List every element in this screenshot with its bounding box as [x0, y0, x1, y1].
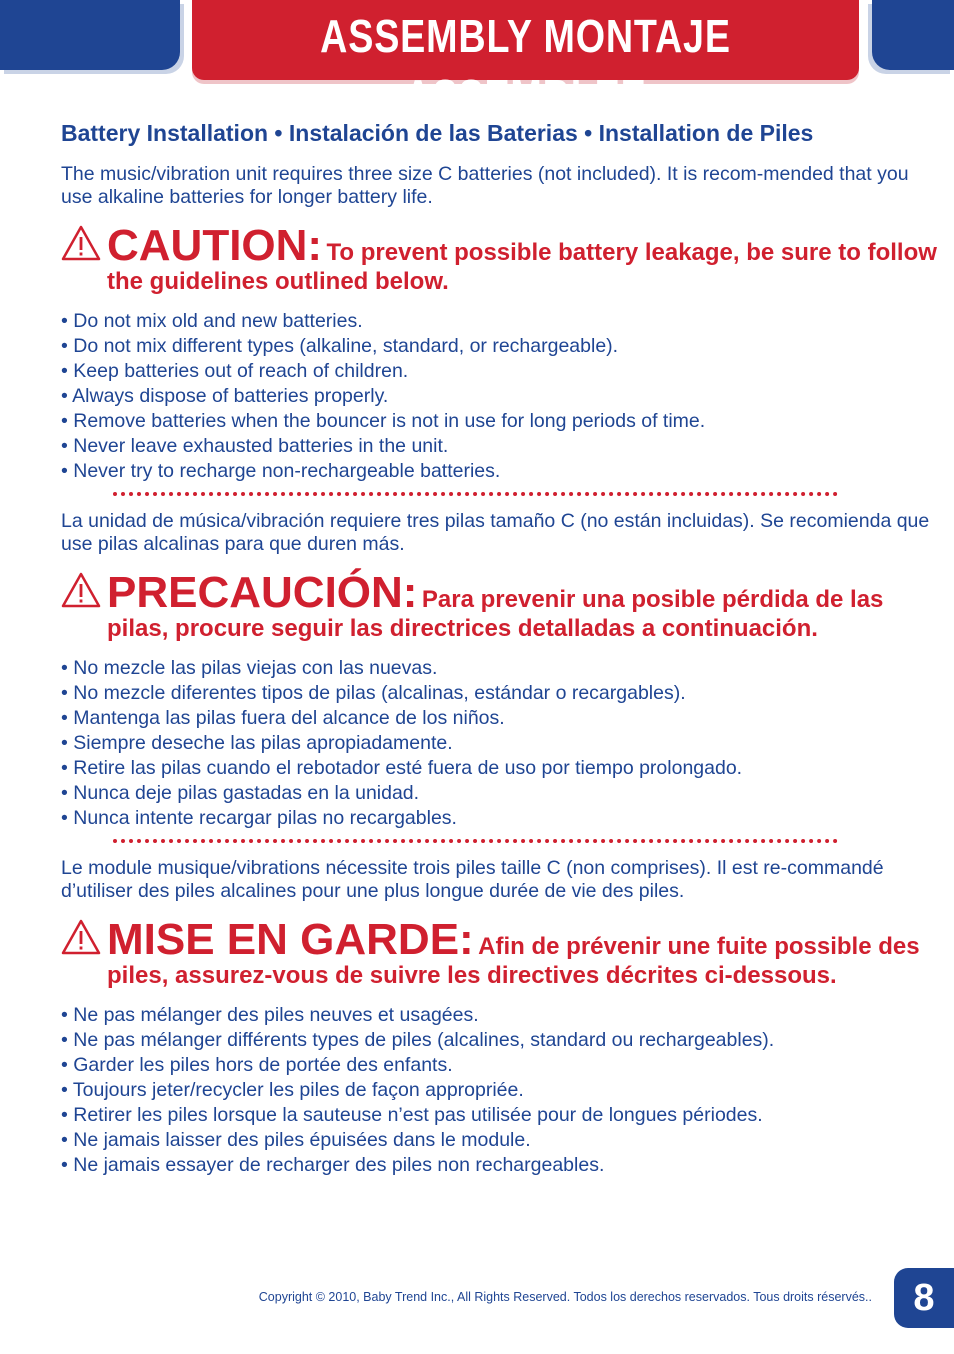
precaucion-message: Para prevenir una posible pérdida de las pilas, procure seguir las directrices detalladas a continuación. — [107, 586, 884, 642]
caution-message: To prevent possible battery leakage, be sure to follow the guidelines outlined below. — [107, 239, 937, 295]
mise-en-garde-word: MISE EN GARDE: — [107, 915, 474, 964]
list-item: • No mezcle las pilas viejas con las nuevas. — [61, 657, 438, 679]
list-item: • Nunca deje pilas gastadas en la unidad. — [61, 782, 420, 804]
list-item: • Do not mix different types (alkaline, standard, or rechargeable). — [61, 335, 619, 357]
list-item: • Ne pas mélanger des piles neuves et usagées. — [61, 1004, 479, 1026]
list-item: • Ne jamais essayer de recharger des piles non rechargeables. — [61, 1154, 605, 1176]
list-item: • Retirer les piles lorsque la sauteuse n’est pas utilisée pour de longues périodes. — [61, 1104, 763, 1126]
list-item: • Garder les piles hors de portée des enfants. — [61, 1054, 453, 1076]
copyright-footer: Copyright © 2010, Baby Trend Inc., All Rights Reserved. Todos los derechos reservados. Tous droits réservés.. — [258, 1290, 872, 1304]
caution-word: CAUTION: — [107, 221, 323, 270]
list-item: • Ne pas mélanger différents types de piles (alcalines, standard ou rechargeables). — [61, 1029, 775, 1051]
dotted-divider — [113, 492, 838, 496]
list-item: • Mantenga las pilas fuera del alcance de los niños. — [61, 707, 505, 729]
bullet-list-english — [61, 309, 941, 484]
caution-heading-french — [61, 917, 941, 989]
bullet-list-spanish — [61, 656, 941, 831]
list-item: • Nunca intente recargar pilas no recargables. — [61, 807, 457, 829]
header-banner — [192, 0, 859, 122]
list-item: • Ne jamais laisser des piles épuisées dans le module. — [61, 1129, 531, 1151]
precaucion-word: PRECAUCIÓN: — [107, 568, 418, 617]
list-item: • No mezcle diferentes tipos de pilas (alcalinas, estándar o recargables). — [61, 682, 686, 704]
list-item: • Retire las pilas cuando el rebotador esté fuera de uso por tiempo prolongado. — [61, 757, 743, 779]
intro-spanish: La unidad de música/vibración requiere tres pilas tamaño C (no están incluidas). Se recomienda que use pilas alcalinas para que duren más. — [61, 510, 930, 555]
list-item: • Never try to recharge non-rechargeable batteries. — [61, 460, 501, 482]
page-title: ASSEMBLY MONTAJE ASSEMBLEE — [320, 10, 731, 122]
header-tab-left — [0, 0, 180, 70]
mise-en-garde-message: Afin de prévenir une fuite possible des piles, assurez-vous de suivre les directives décrites ci-dessous. — [107, 933, 920, 989]
warning-triangle-icon — [61, 572, 101, 608]
header-tab-right — [872, 0, 954, 70]
bullet-list-french — [61, 1003, 941, 1178]
page-number: 8 — [894, 1268, 954, 1328]
section-subheading: Battery Installation • Instalación de las Baterias • Installation de Piles — [61, 120, 814, 146]
list-item: • Siempre deseche las pilas apropiadamente. — [61, 732, 453, 754]
list-item: • Keep batteries out of reach of children. — [61, 360, 409, 382]
intro-french: Le module musique/vibrations nécessite trois piles taille C (non comprises). Il est re-commandé d’utiliser des piles alcalines pour une plus longue durée de vie des piles. — [61, 857, 884, 902]
list-item: • Toujours jeter/recycler les piles de façon appropriée. — [61, 1079, 524, 1101]
list-item: • Never leave exhausted batteries in the unit. — [61, 435, 449, 457]
caution-heading-english — [61, 223, 941, 295]
intro-english: The music/vibration unit requires three size C batteries (not included). It is recom-mended that you use alkaline batteries for longer battery life. — [61, 163, 909, 208]
list-item: • Always dispose of batteries properly. — [61, 385, 389, 407]
list-item: • Do not mix old and new batteries. — [61, 310, 363, 332]
dotted-divider — [113, 839, 838, 843]
caution-heading-spanish — [61, 570, 941, 642]
warning-triangle-icon — [61, 919, 101, 955]
warning-triangle-icon — [61, 225, 101, 261]
list-item: • Remove batteries when the bouncer is not in use for long periods of time. — [61, 410, 706, 432]
main-content — [61, 117, 941, 1178]
